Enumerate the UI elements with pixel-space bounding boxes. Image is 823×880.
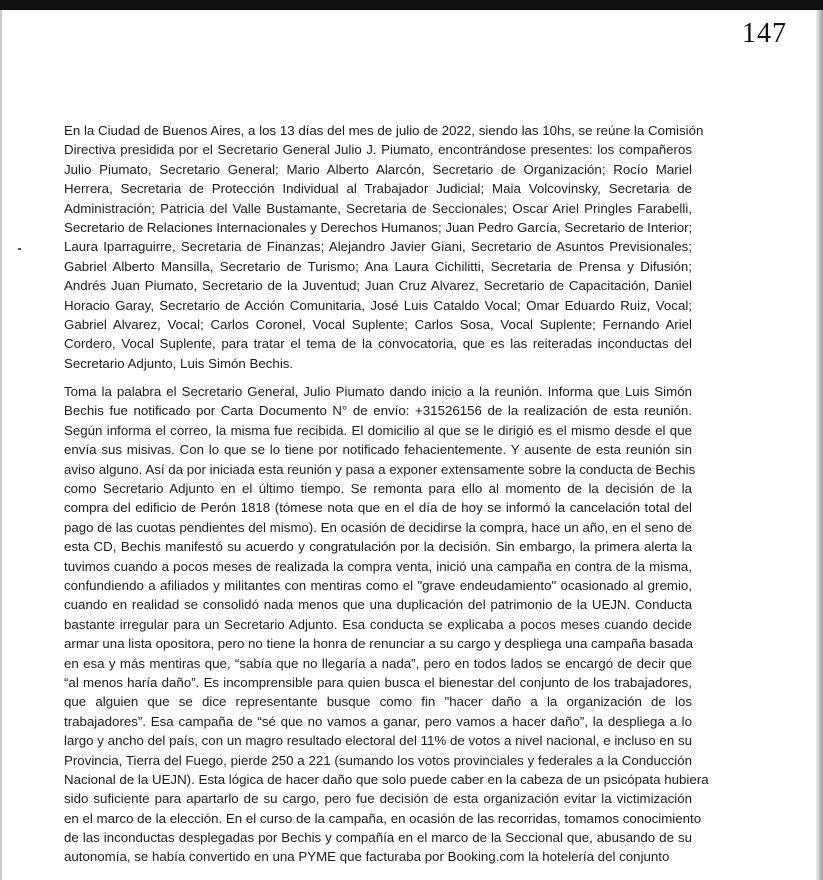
text-line: compra del edificio de Perón 1818 (tómese nota que en el día de hoy se informó la cancelación total del (64, 500, 692, 516)
text-line: Administración; Patricia del Valle Bustamante, Secretaria de Seccionales; Oscar Ariel Pringles Farabelli, (64, 200, 692, 216)
text-line: en el marco de la elección. En el curso de la campaña, en ocasión de las recorridas, tomamos conocimiento (64, 810, 702, 826)
text-line: tuvimos cuando a pocos meses de realizada la compra venta, inició una campaña en contra de la misma, (64, 558, 692, 574)
text-line: Gabriel Alberto Mansilla, Secretario de Turismo; Ana Laura Cichilitti, Secretaria de Prensa y Difusión; (64, 258, 692, 274)
scan-right-edge-shadow (816, 10, 823, 880)
text-line: Provincia, Tierra del Fuego, pierde 250 a 221 (sumando los votos provinciales y federales a la Conducción (64, 752, 692, 768)
scan-top-border (0, 0, 823, 10)
text-line: Herrera, Secretaria de Protección Individual al Trabajador Judicial; Maia Volcovinsky, Secretaria de (64, 181, 692, 197)
text-line: Nacional de la UEJN). Esta lógica de hacer daño que solo puede caber en la cabeza de un psicópata hubiera (64, 771, 709, 787)
text-line: pago de las cuotas pendientes del mismo). En ocasión de decidirse la compra, hace un año, en el seno de (64, 519, 692, 535)
text-line: Cordero, Vocal Suplente, para tratar el tema de la convocatoria, que es las reiteradas inconductas del (64, 336, 692, 352)
scan-left-edge (0, 10, 2, 880)
text-line: como Secretario Adjunto en el último tiempo. Se remonta para ello al momento de la decisión de la (64, 481, 692, 497)
text-line: esta CD, Bechis manifestó su acuerdo y congratulación por la decisión. Sin embargo, la primera alerta la (64, 539, 692, 555)
text-line: confundiendo a afiliados y militantes con mentiras como el "grave endeudamiento" ocasionado al gremio, (64, 577, 692, 593)
text-line: trabajadores”. Esa campaña de “sé que no vamos a ganar, pero vamos a hacer daño”, la despliega a lo (64, 713, 692, 729)
text-line: Gabriel Alvarez, Vocal; Carlos Coronel, Vocal Suplente; Carlos Sosa, Vocal Suplente; Fernando Ariel (64, 316, 692, 332)
text-line: Andrés Juan Piumato, Secretario de la Juventud; Juan Cruz Alvarez, Secretario de Capacitación, Daniel (64, 278, 692, 294)
text-line: de las inconductas desplegadas por Bechis y compañía en el marco de la Seccional que, abusando de su (64, 830, 692, 846)
scan-speck (18, 248, 21, 250)
text-line: Secretario Adjunto, Luis Simón Bechis. (64, 355, 294, 371)
paragraph-2 (64, 382, 709, 867)
text-line: bastante irregular para un Secretario Adjunto. Esa conducta se explicaba a pocos meses cuando decide (64, 616, 692, 632)
text-line: cuando en realidad se consolidó nada menos que una duplicación del patrimonio de la UEJN. Conducta (64, 597, 692, 613)
text-line: Julio Piumato, Secretario General; Mario Alberto Alarcón, Secretario de Organización; Rocío Mariel (64, 161, 692, 177)
text-line: Horacio Garay, Secretario de Acción Comunitaria, José Luis Cataldo Vocal; Omar Eduardo Ruiz, Vocal; (64, 297, 692, 313)
text-line: autonomía, se había convertido en una PYME que facturaba por Booking.com la hotelería del conjunto (64, 849, 670, 865)
text-line: Laura Iparraguirre, Secretaria de Finanzas; Alejandro Javier Giani, Secretario de Asuntos Previsionales; (64, 239, 692, 255)
text-line: Toma la palabra el Secretario General, Julio Piumato dando inicio a la reunión. Informa que Luis Simón (64, 384, 692, 400)
document-body (64, 121, 709, 867)
text-line: En la Ciudad de Buenos Aires, a los 13 días del mes de julio de 2022, siendo las 10hs, se reúne la Comisión (64, 123, 704, 138)
text-line: Bechis fue notificado por Carta Documento N° de envío: +31526156 de la realización de esta reunión. (64, 403, 692, 419)
text-line: envía sus misivas. Con lo que se lo tiene por notificado fehacientemente. Y ausente de esta reunión sin (64, 442, 692, 458)
text-line: “al menos haría daño”. Es incomprensible para quien busca el bienestar del conjunto de los trabajadores, (64, 674, 692, 690)
text-line: Directiva presidida por el Secretario General Julio J. Piumato, encontrándose presentes: los compañeros (64, 142, 692, 158)
text-line: Según informa el correo, la misma fue recibida. El domicilio al que se le dirigió es el mismo desde el que (64, 422, 692, 438)
text-line: Secretario de Relaciones Internacionales y Derechos Humanos; Juan Pedro García, Secretario de Interior; (64, 219, 693, 235)
paragraph-gap (64, 373, 692, 382)
text-line: que alguien que se dice representante busque como fin "hacer daño a la organización de los (64, 694, 692, 710)
text-line: armar una lista opositora, pero no tiene la honra de renunciar a su cargo y despliega una campaña basada (64, 636, 694, 652)
page-number: 147 (742, 18, 787, 49)
text-line: aviso alguno. Así da por iniciada esta reunión y pasa a exponer extensamente sobre la conducta de Bechis (64, 461, 696, 477)
text-line: en esa y más mentiras que, “sabía que no llegaría a nada”, pero en todos lados se encargó de decir que (64, 655, 692, 671)
text-line: sido suficiente para apartarlo de su cargo, pero fue decisión de esta organización evitar la victimización (64, 791, 692, 807)
text-line: largo y ancho del país, con un magro resultado electoral del 11% de votos a nivel nacional, e incluso en su (64, 733, 692, 749)
paragraph-1 (64, 121, 704, 373)
